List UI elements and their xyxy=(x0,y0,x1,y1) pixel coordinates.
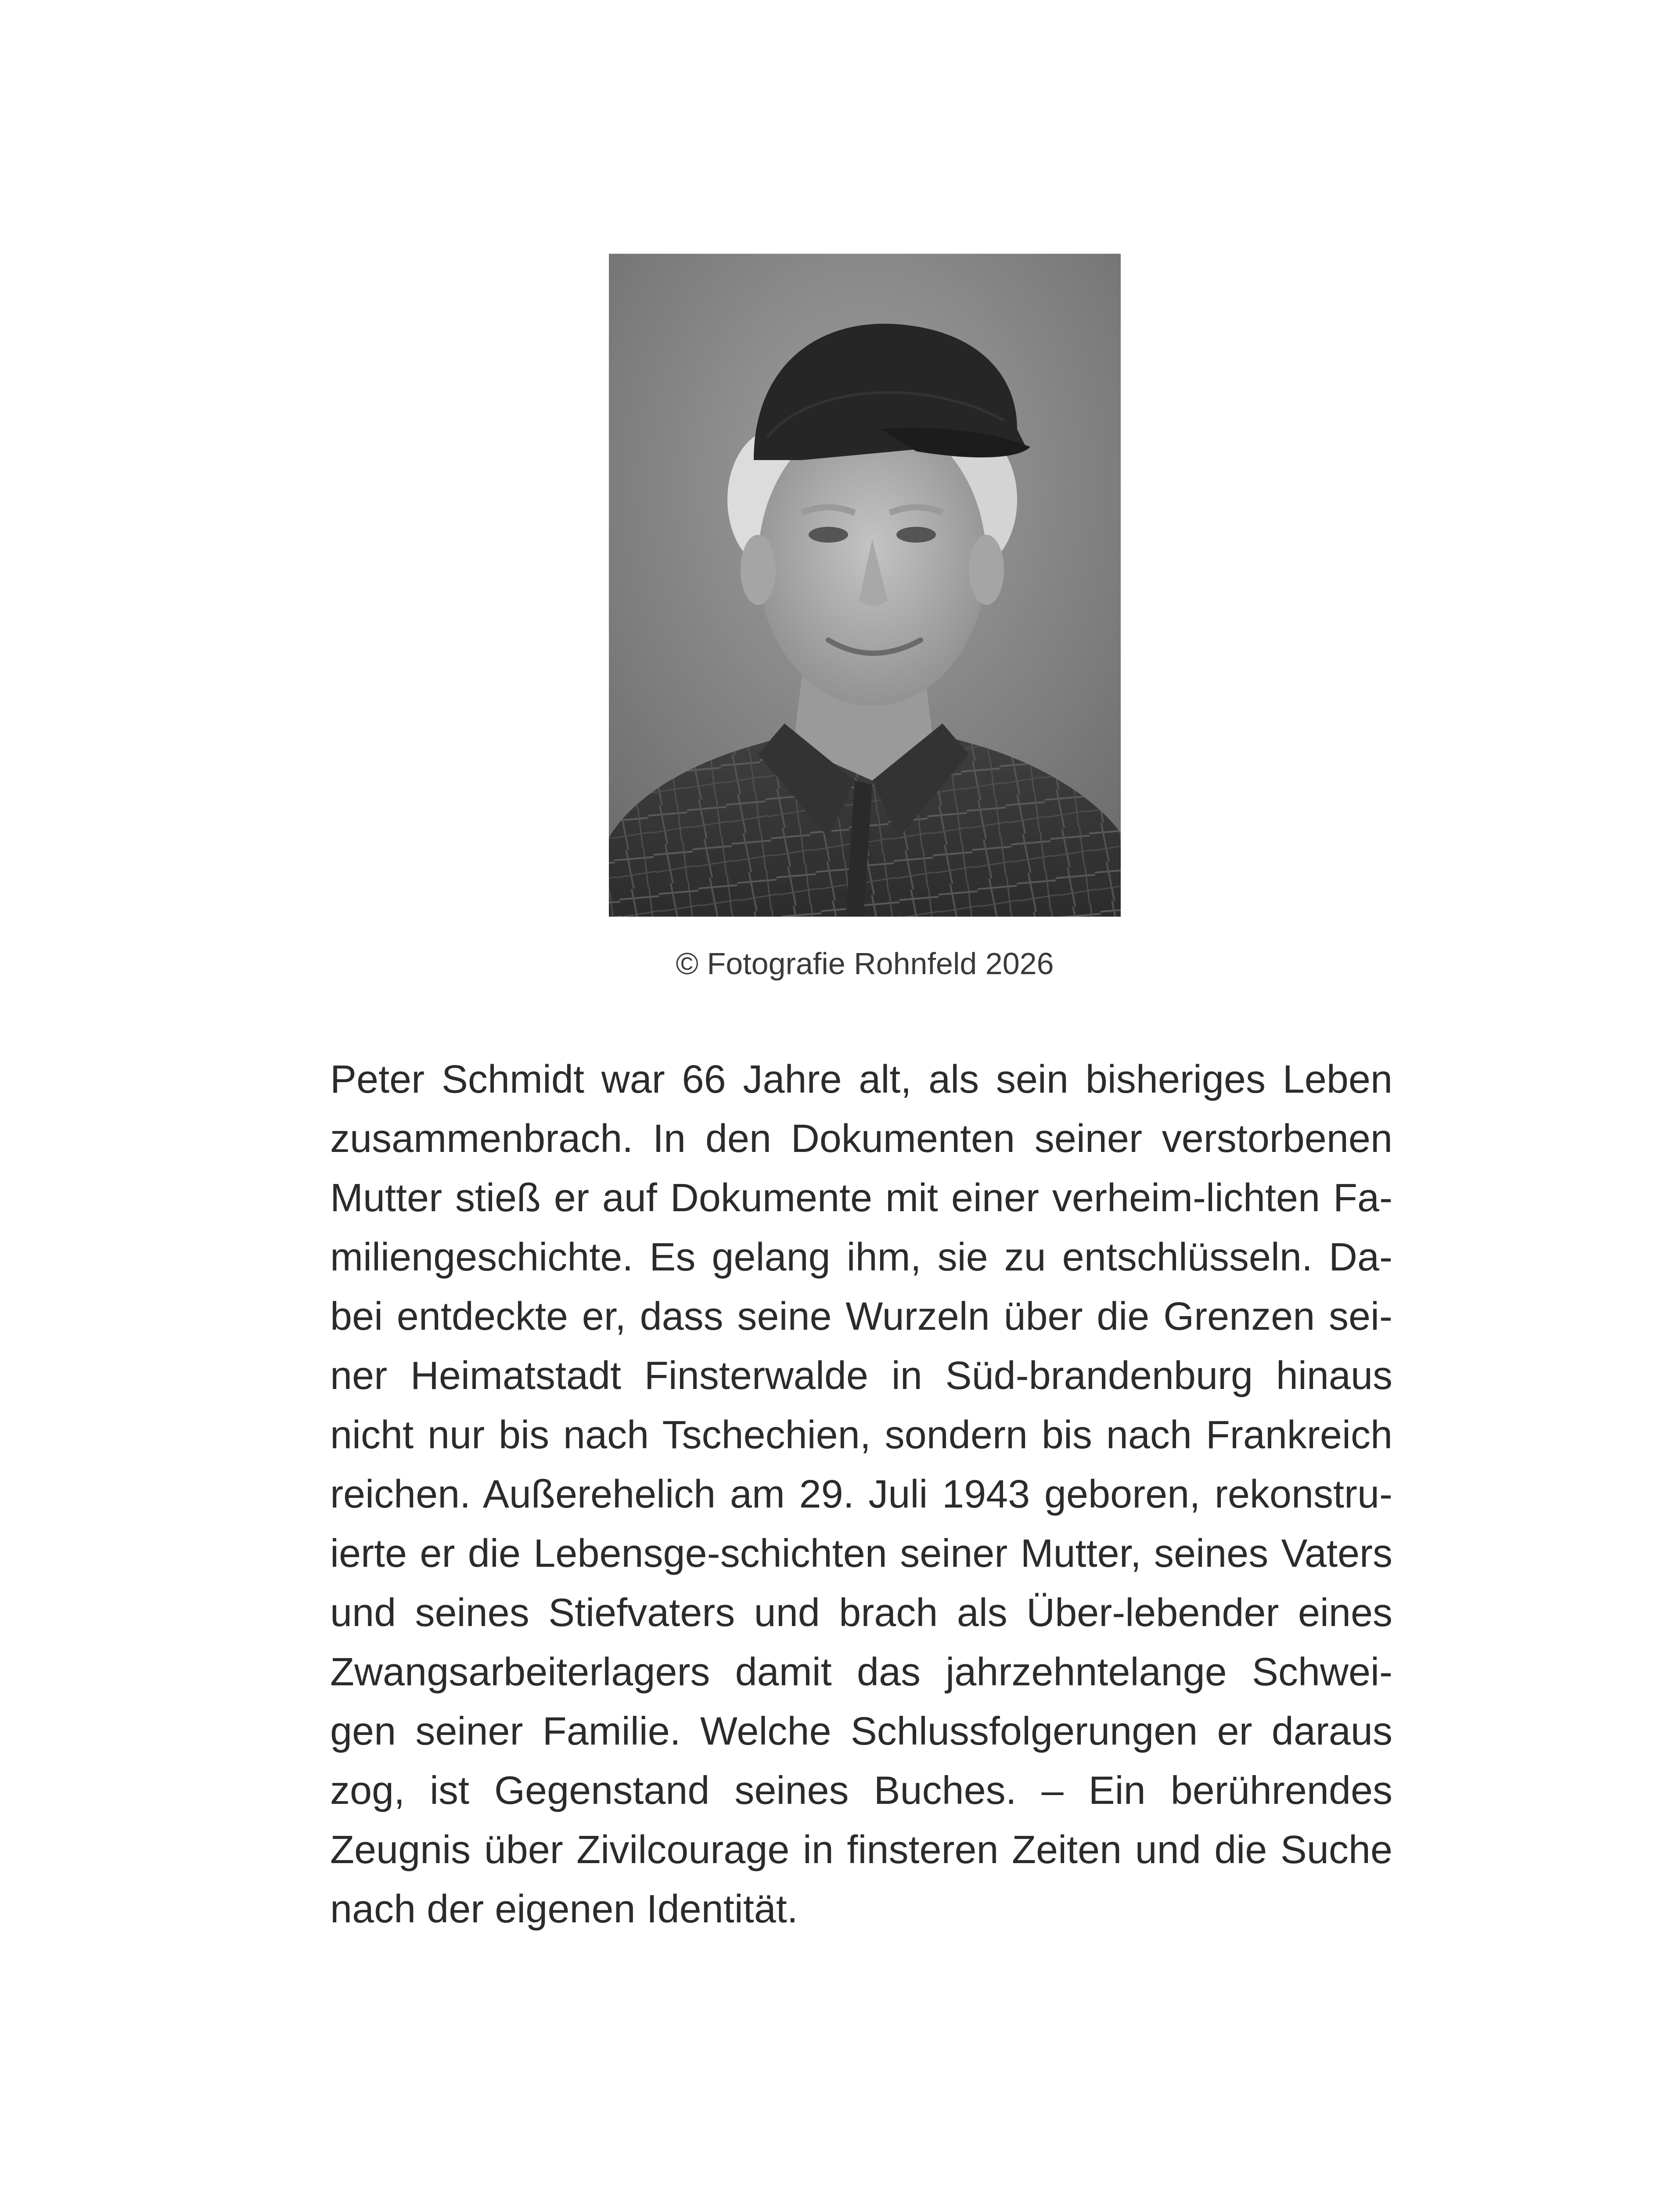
biography-line: zog, ist Gegenstand seines Buches. – Ein berührendes xyxy=(330,1769,1392,1813)
biography-line: Peter Schmidt war 66 Jahre alt, als sein bisheriges Leben xyxy=(330,1058,1392,1101)
author-biography xyxy=(330,1050,1392,1939)
biography-line: Mutter stieß er auf Dokumente mit einer verheim-lichten Fa- xyxy=(330,1176,1392,1220)
biography-line: nicht nur bis nach Tschechien, sondern bis nach Frankreich xyxy=(330,1413,1392,1457)
biography-line: reichen. Außerehelich am 29. Juli 1943 geboren, rekonstru- xyxy=(330,1472,1392,1516)
biography-line: Zwangsarbeiterlagers damit das jahrzehntelange Schwei- xyxy=(330,1650,1392,1694)
biography-line: gen seiner Familie. Welche Schlussfolgerungen er daraus xyxy=(330,1709,1392,1753)
biography-line: ierte er die Lebensge-schichten seiner Mutter, seines Vaters xyxy=(330,1532,1392,1576)
biography-line: zusammenbrach. In den Dokumenten seiner verstorbenen xyxy=(330,1117,1392,1161)
photo-caption: © Fotografie Rohnfeld 2026 xyxy=(676,946,1054,981)
biography-line: und seines Stiefvaters und brach als Über-lebender eines xyxy=(330,1591,1392,1635)
biography-line: ner Heimatstadt Finsterwalde in Süd-brandenburg hinaus xyxy=(330,1354,1392,1398)
portrait-illustration xyxy=(609,254,1121,917)
biography-line: miliengeschichte. Es gelang ihm, sie zu entschlüsseln. Da- xyxy=(330,1235,1392,1279)
biography-line: nach der eigenen Identität. xyxy=(330,1887,798,1931)
biography-line: Zeugnis über Zivilcourage in finsteren Zeiten und die Suche xyxy=(330,1828,1392,1872)
author-portrait xyxy=(609,254,1121,917)
biography-line: bei entdeckte er, dass seine Wurzeln über die Grenzen sei- xyxy=(330,1295,1392,1339)
